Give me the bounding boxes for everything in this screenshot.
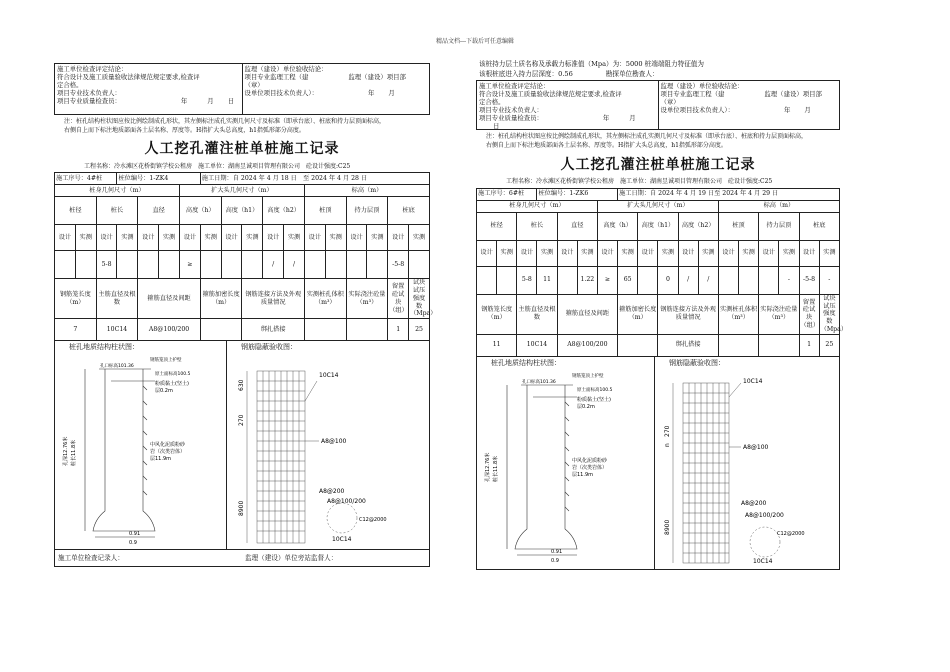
record-title: 人工挖孔灌注桩单桩施工记录 [560,156,756,173]
pile-no: 桩位编号：1-ZK6 [537,188,618,200]
value-cell: 10C14 [517,334,557,356]
th: 钢筋笼长度（m） [477,294,517,334]
label: 施工单位检查评定结论： [57,65,128,73]
th: 试块试压强度数（Mpa） [410,279,437,318]
value-cell: ≥ [597,266,617,294]
label: C12@2000 [359,517,387,524]
value-cell: ≥ [179,251,200,279]
label: 施工单位检查评定结论： [479,82,550,91]
fig-title: 钢筋隐蔽验收图： [669,358,725,367]
value-cell [346,251,367,279]
label: 630 [238,379,245,392]
th: 钢筋连接方法及外观质量情况 [658,294,718,334]
label: 钢筋笼顶上护壁 [572,373,604,379]
value-cell: 1 [388,319,409,341]
th: 实测 [819,240,839,266]
construction-conclusion [477,81,659,129]
th: 设计 [55,225,76,251]
project-info: 工程名称：冷水滩区花桥街镇学校公租房 施工单位：湖南昱诚项目管理有限公司 砼设计强度:C25 [84,162,351,170]
value-cell [75,251,96,279]
th: 扩大头几何尺寸（m） [597,200,718,212]
rebar-header-row [477,294,840,334]
value-cell [638,266,658,294]
label: （章） [244,81,264,89]
depth-info: 该根桩底进入持力层深度：0.56 勘探单位勘查人： [479,70,659,79]
label: 层11.9m [572,471,594,478]
value-cell [759,266,779,294]
th: 设计 [799,240,819,266]
main-bars [263,371,299,543]
th: 留置砼试块（组） [388,279,409,319]
document-header: 精品文档---下载后可任意编辑 [435,38,515,45]
design-measured-row [477,240,840,266]
th: 实测 [497,240,517,266]
th: 留置砼试块（组） [799,294,819,334]
value-cell: 绑扎搭接 [242,319,304,341]
th: 高度（h） [179,197,221,225]
rebar-header-row [55,279,430,319]
pile-data-table [476,188,848,357]
value-cell: A8@100/200 [138,319,200,341]
fig-title: 桩孔地质结构柱状图： [69,343,139,352]
sign-off-section [476,80,840,130]
label: 270 [238,414,245,427]
value-cell: -5-8 [799,266,819,294]
label: 原土面标高100.5 [155,372,191,378]
th: 标高（m） [718,200,839,212]
label: 0.91 [129,531,141,538]
seq: 施工序号：6#桩 [477,188,537,200]
supervision-conclusion [659,81,840,129]
value-cell [739,266,759,294]
th: 实测 [242,225,263,251]
th: 实测 [75,225,96,251]
value-cell [477,266,497,294]
th: 实际浇注砼量（m³） [759,294,799,334]
construction-conclusion [55,64,243,114]
value-cell [138,251,159,279]
th: 实测桩孔体积（m³） [718,294,758,334]
pile-section-drawing [477,357,655,569]
label: 粉质黏土(坚土) [577,396,611,403]
label: 钢筋笼顶上护壁 [150,358,182,364]
value-cell [304,251,325,279]
label: C12@2000 [777,530,805,537]
th: 桩身几何尺寸（m） [477,200,598,212]
label: 层0.2m [577,403,595,410]
value-cell [200,251,221,279]
pile-column-figure [55,341,227,549]
value-cell: - [779,266,799,294]
label: 符合设计及施工质量验收法律规范规定要求,检查评 [57,73,200,81]
value-cell: 25 [409,319,430,341]
th: 实测 [739,240,759,266]
pile-section-drawing [55,341,227,549]
pile-data-table [54,172,437,341]
value-cell: 5-8 [517,266,537,294]
label: 10C14 [753,557,773,565]
th: 设计 [96,225,117,251]
th: 直径 [557,212,597,240]
note [54,115,430,138]
footer-right: 监理（建设）单位旁站监督人： [245,554,338,562]
label: 8900 [664,519,671,535]
th: 实测 [537,240,557,266]
th: 设计 [346,225,367,251]
value-cell: 7 [55,319,97,341]
stirrups [683,393,729,553]
label: 项目专业技术负责人： [57,89,121,97]
th: 桩身几何尺寸（m） [55,185,180,197]
th: 桩顶 [304,197,346,225]
figures [476,357,840,570]
label: 监理（建设）单位验收结论： [660,82,744,91]
value-cell [221,251,242,279]
value-cell [759,334,799,356]
th: 桩顶 [718,212,758,240]
th: 高度（h） [597,212,637,240]
value-cell: A8@100/200 [557,334,617,356]
rebar-value-row [55,319,430,341]
label: 监理（建设）单位验收结论： [244,65,328,73]
right-record-page [476,60,848,570]
th: 设计 [678,240,698,266]
label: 设单位项目技术负责人）： 年 月 [244,89,395,97]
th: 设计 [638,240,658,266]
th: 箍筋加密长度（m） [618,294,658,334]
label: 10C14 [319,372,339,380]
section-circle [750,527,780,557]
pile-outline [515,385,577,549]
label: 孔深12.76米 [63,436,69,467]
value-cell: / [698,266,718,294]
value-cell: 5-8 [96,251,117,279]
note-line: 右侧自上而下标注地质部面各土层名称、厚度等。H指扩大头总高度，h1指弧形部分高度。 [64,126,305,134]
th: 扩大头几何尺寸（m） [179,185,304,197]
value-cell [159,251,180,279]
label: 项目专业质量检查员： 年 月日 [479,114,636,131]
th: 钢筋连接方法及外观质量情况 [242,279,304,319]
th: 桩长 [517,212,557,240]
figures [54,341,430,550]
value-cell [718,334,758,356]
label: 孔口标高101.36 [522,379,556,385]
th: 实测 [779,240,799,266]
rebar-cage-drawing [227,341,431,549]
th: 标高（m） [304,185,429,197]
label: 孔口标高101.36 [100,364,134,370]
th: 实测 [698,240,718,266]
value-cell: / [284,251,305,279]
label: A8@200 [319,488,345,496]
label: 岩（次类岩体） [572,464,608,471]
value-cell: 1 [799,334,819,356]
rebar-cage-drawing [655,357,841,569]
value-cell [409,251,430,279]
value-cell: 25 [819,334,839,356]
th: 桩径 [477,212,517,240]
value-cell: / [263,251,284,279]
note [476,130,840,153]
rebar-figure [227,341,431,549]
th: 持力层顶 [346,197,388,225]
label: 桩长11.8米 [71,439,77,467]
th: 桩底 [388,197,430,225]
th: 实测 [284,225,305,251]
value-cell [325,251,346,279]
fig-title: 钢筋隐蔽验收图： [241,343,297,352]
th: 实测 [618,240,638,266]
rebar-value-row [477,334,840,356]
label: 中风化泥质粉砂 [150,442,186,449]
th: 实测 [200,225,221,251]
label: n [664,442,671,447]
label: 层0.2m [155,388,173,395]
label: 10C14 [743,377,763,385]
pile-no: 桩位编号：1-ZK4 [117,173,200,185]
footer-left: 施工单位检查记录人： [58,554,124,562]
value-cell [557,266,577,294]
date: 施工日期：自 2024 年 4 月 18 日 至 2024 年 4 月 28 日 [200,173,429,185]
label: 8900 [238,500,245,517]
value-cell: - [819,266,839,294]
value-cell: 11 [537,266,557,294]
value-cell: 65 [618,266,638,294]
date: 施工日期：自 2024 年 4 月 19 日至 2024 年 4 月 29 日 [618,188,840,200]
th: 主筋直径及根数 [517,294,557,334]
th: 试块试压强度数（Mpa） [820,294,848,333]
th: 设计 [263,225,284,251]
th: 高度（h1） [638,212,678,240]
seq: 施工序号：4#桩 [55,173,117,185]
th: 桩长 [96,197,138,225]
value-cell [200,319,242,341]
label: 0.91 [551,548,563,555]
supervision-conclusion [243,64,430,114]
th: 实测 [658,240,678,266]
value-cell [497,266,517,294]
value-cell: 10C14 [96,319,138,341]
th: 设计 [304,225,325,251]
value-cell [55,251,76,279]
label: 项目专业监理工程（建 监理（建设）项目部 [244,73,406,81]
th: 设计 [718,240,738,266]
value-cell [242,251,263,279]
th: 设计 [477,240,497,266]
label: （章） [660,98,680,107]
design-measured-row [55,225,430,251]
left-record-page [54,63,437,567]
bearing-info: 该桩持力层土质名称及承载力标准值（Mpa）为：5000 桩端端阻力特征值为 [479,60,704,68]
label: 岩（次类岩体） [150,449,186,456]
value-cell: -5-8 [388,251,409,279]
note-line: 右侧自上而下标注地质部面各土层名称、厚度等。H指扩大头总高度，h1指弧形部分高度。 [486,142,727,150]
th: 设计 [388,225,409,251]
label: A8@100/200 [745,511,784,519]
th: 直径 [138,197,180,225]
label: 270 [664,425,671,437]
th: 设计 [138,225,159,251]
th: 实测 [409,225,430,251]
label: 0.9 [129,540,137,547]
value-cell [718,266,738,294]
value-cell [618,334,658,356]
th: 实测 [367,225,388,251]
label: 0.9 [551,557,559,564]
leader [729,383,741,397]
sign-off-section [54,63,430,115]
th: 箍筋直径及间距 [138,279,200,319]
th: 实测 [325,225,346,251]
label: A8@100/200 [327,498,366,506]
label: 设单位项目技术负责人）： 年 月 [660,106,811,115]
th: 钢筋笼长度（m） [55,279,97,319]
value-row [477,266,840,294]
label: 中风化泥质粉砂 [572,457,608,464]
th: 设计 [759,240,779,266]
label: 孔深12.76米 [485,452,491,482]
value-cell: / [678,266,698,294]
th: 高度（h2） [678,212,718,240]
wall-hatch [143,386,147,495]
label: 定合格。 [479,98,505,107]
label: 项目专业质量检查员： 年 月 日 [57,97,235,105]
label: 10C14 [332,536,352,544]
label: 项目专业技术负责人： [479,106,543,115]
rebar-figure [655,357,841,569]
label: A8@100 [743,443,769,451]
label: 桩长11.8米 [493,455,499,482]
pile-outline [93,369,155,531]
value-cell: 0 [658,266,678,294]
th: 设计 [557,240,577,266]
th: 实测 [159,225,180,251]
th: 桩径 [55,197,97,225]
value-cell: 绑扎搭接 [658,334,718,356]
th: 箍筋直径及间距 [557,294,617,334]
label: A8@200 [741,499,767,507]
th: 实测桩孔体积（m³） [304,279,346,319]
th: 桩底 [799,212,840,240]
note-line: 注：桩孔结构柱状图应按比例绘制成孔形状，其左侧标注成孔实测几何尺寸及标准（即承台底）、桩底和持力层顶面标高， [486,133,808,141]
pile-column-figure [477,357,655,569]
th: 主筋直径及根数 [96,279,138,319]
value-cell [117,251,138,279]
th: 设计 [597,240,617,266]
label: A8@100 [321,438,347,446]
label: 层11.9m [150,456,172,463]
value-cell [346,319,388,341]
label: 项目专业监理工程（建 监理（建设）项目部 [660,90,822,99]
th: 设计 [179,225,200,251]
value-cell [367,251,388,279]
th: 实测 [117,225,138,251]
th: 箍筋加密长度（m） [200,279,242,319]
label: 定合格。 [57,81,83,89]
th: 高度（h1） [221,197,263,225]
value-cell [304,319,346,341]
th: 设计 [221,225,242,251]
project-info: 工程名称：冷水滩区花桥街镇学校公租房 施工单位：湖南昱诚项目管理有限公司 砼设计强度:C25 [506,178,773,186]
record-title: 人工挖孔灌注桩单桩施工记录 [144,141,340,158]
value-cell: 11 [477,334,517,356]
note-line: 注：桩孔结构柱状图应按比例绘制成孔形状，其左侧标注成孔实测几何尺寸及标准（即承台底）、桩底和持力层顶面标高， [64,118,386,125]
th: 高度（h2） [263,197,305,225]
label: 粉质黏土(坚土) [155,381,189,388]
label: 符合设计及施工质量验收法律规范规定要求,检查评 [479,90,622,99]
fig-title: 桩孔地质结构柱状图： [491,358,561,367]
value-row [55,251,430,279]
section-circle [327,503,357,533]
leader [305,381,317,401]
th: 实际浇注砼量（m³） [346,279,388,319]
th: 设计 [517,240,537,266]
value-cell: 1.22 [577,266,597,294]
label: 原土面标高100.5 [577,387,613,393]
wall-hatch [565,402,569,511]
footer [54,550,430,567]
th: 持力层顶 [759,212,799,240]
th: 实测 [577,240,597,266]
